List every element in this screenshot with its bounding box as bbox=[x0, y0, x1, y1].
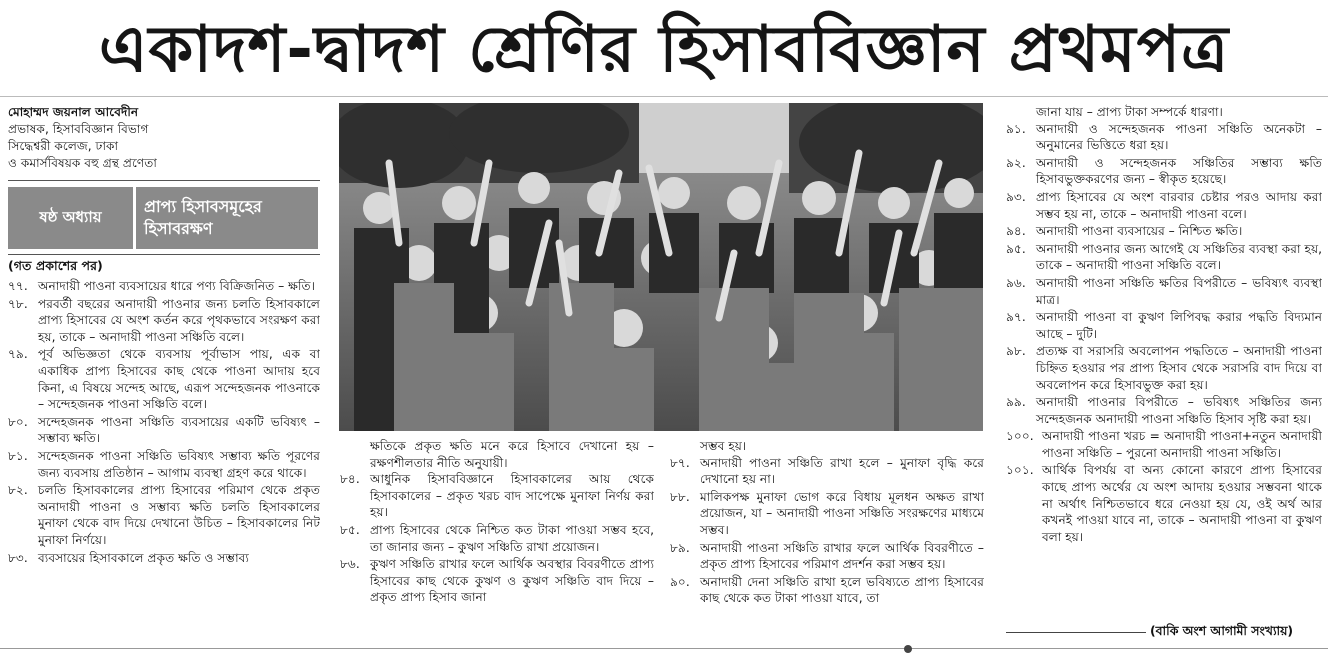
list-item: ৯৭. অনাদায়ী পাওনা বা কুঋণ লিপিবদ্ধ করার পদ্ধতি বিদ্যমান আছে – দুটি। bbox=[1006, 310, 1322, 341]
list-item: ৯৩. প্রাপ্য হিসাবের যে অংশ বারবার চেষ্টার পরও আদায় করা সম্ভব হয় না, তাকে – অনাদায়ী পাওনা বলে। bbox=[1006, 189, 1322, 221]
list-item: ৯৫. অনাদায়ী পাওনার জন্য আগেই যে সঞ্চিতির ব্যবস্থা করা হয়, তাকে – অনাদায়ী পাওনা সঞ্চিতি বলে। bbox=[1006, 241, 1322, 273]
list-item: ৯২. অনাদায়ী ও সন্দেহজনক সঞ্চিতির সম্ভাব্য ক্ষতি হিসাবভুক্তকরণের জন্য – স্বীকৃত হয়েছে। bbox=[1006, 155, 1322, 187]
continued-text: সম্ভব হয়। bbox=[700, 439, 747, 453]
list-item: ৮৮. মালিকপক্ষ মুনাফা ভোগ করে বিধায় মূলধন অক্ষত রাখা প্রয়োজন, যা – অনাদায়ী পাওনা সঞ্চিতি সংরক্ষণের মাধ্যমে সম্ভব। bbox=[670, 489, 984, 537]
headline-rule bbox=[0, 96, 1328, 97]
author-designation: প্রভাষক, হিসাববিজ্ঞান বিভাগ bbox=[8, 122, 149, 136]
list-item: ৯৯. অনাদায়ী পাওনার বিপরীতে – ভবিষ্যৎ সঞ্চিতির জন্য সন্দেহজনক অনাদায়ী পাওনা সঞ্চিতি হিসাব সৃষ্টি করা হয়। bbox=[1006, 395, 1322, 426]
bottom-dot bbox=[904, 645, 912, 653]
column-1 bbox=[8, 278, 320, 646]
news-photo bbox=[339, 103, 983, 431]
continued-rule bbox=[1006, 632, 1146, 633]
bottom-rule bbox=[0, 648, 1328, 649]
list-item: ৯৬. অনাদায়ী পাওনা সঞ্চিতি ক্ষতির বিপরীতে – ভবিষ্যৎ ব্যবস্থা মাত্র। bbox=[1006, 275, 1322, 307]
list-item: ৮৬. কুঋণ সঞ্চিতি রাখার ফলে আর্থিক অবস্থার বিবরণীতে প্রাপ্য হিসাবের কাছ থেকে কুঋণ ও কুঋণ সঞ্চিতি বাদ দিয়ে – প্রকৃত প্রাপ্য হিসাব জানা bbox=[340, 557, 654, 605]
author-name: মোহাম্মদ জয়নাল আবেদীন bbox=[8, 105, 139, 119]
continued-text: ক্ষতিকে প্রকৃত ক্ষতি মনে করে হিসাবে দেখানো হয় – রক্ষণশীলতার নীতি অনুযায়ী। bbox=[370, 439, 654, 470]
column-2 bbox=[340, 438, 654, 646]
list-item: ৯১. অনাদায়ী ও সন্দেহজনক পাওনা সঞ্চিতি অনেকটা – অনুমানের ভিত্তিতে ধরা হয়। bbox=[1006, 121, 1322, 153]
list-item: ৮৫. প্রাপ্য হিসাবের থেকে নিশ্চিত কত টাকা পাওয়া সম্ভব হবে, তা জানার জন্য – কুঋণ সঞ্চিতি রাখা প্রয়োজন। bbox=[340, 522, 654, 554]
list-item: ৮৩. ব্যবসায়ের হিসাবকালে প্রকৃত ক্ষতি ও সম্ভাব্য bbox=[8, 550, 249, 565]
list-item: ১০১. আর্থিক বিপর্যয় বা অন্য কোনো কারণে প্রাপ্য হিসাবের কাছে প্রাপ্য অর্থের যে অংশ আদায় হওয়ার সম্ভবনা থাকে না অর্থাৎ নিশ্চিতভাবে ধরে নেওয়া হয় যে, ওই অর্থ আর কখনই পাওয়া যাবে না, তাকে – অনাদায়ী পাওনা বা কুঋণ বলা হয়। bbox=[1006, 463, 1322, 544]
chapter-box bbox=[8, 187, 318, 249]
list-item: ৯০. অনাদায়ী দেনা সঞ্চিতি রাখা হলে ভবিষ্যতে প্রাপ্য হিসাবের কাছ থেকে কত টাকা পাওয়া যাবে, তা bbox=[670, 574, 984, 606]
list-item: ৮১. সন্দেহজনক পাওনা সঞ্চিতি ভবিষ্যৎ সম্ভাব্য ক্ষতি পূরণের জন্য ব্যবসায় প্রতিষ্ঠান – আগাম ব্যবস্থা গ্রহণ করে থাকে। bbox=[8, 448, 320, 480]
byline-rule bbox=[8, 180, 320, 181]
list-item: ৯৮. প্রত্যক্ষ বা সরাসরি অবলোপন পদ্ধতিতে – অনাদায়ী পাওনা চিহ্নিত হওয়ার পর প্রাপ্য হিসাব থেকে সরাসরি বাদ দিয়ে বা অবলোপন করে হিসাবভুক্ত করা হয়। bbox=[1006, 344, 1322, 392]
chapter-title-line1: প্রাপ্য হিসাবসমূহের bbox=[144, 197, 262, 216]
chapter-title-line2: হিসাবরক্ষণ bbox=[144, 219, 213, 238]
previous-issue-note: (গত প্রকাশের পর) bbox=[8, 258, 103, 273]
list-item: ৮৯. অনাদায়ী পাওনা সঞ্চিতি রাখার ফলে আর্থিক বিবরণীতে – প্রকৃত প্রাপ্য হিসাবের পরিমাণ প্রদর্শন করা সম্ভব হয়। bbox=[670, 540, 984, 572]
continued-text: জানা যায় – প্রাপ্য টাকা সম্পর্কে ধারণা। bbox=[1036, 105, 1223, 119]
chapter-number: ষষ্ঠ অধ্যায় bbox=[8, 187, 136, 249]
list-item: ৮২. চলতি হিসাবকালের প্রাপ্য হিসাবের পরিমাণ থেকে প্রকৃত অনাদায়ী পাওনা ও সম্ভাব্য ক্ষতি চলতি হিসাবকালের মুনাফা থেকে বাদ দিয়ে দেখানো উচিত – হিসাবকালের নিট মুনাফা নির্ণয়ে। bbox=[8, 483, 320, 547]
column-3 bbox=[670, 438, 984, 646]
byline bbox=[8, 104, 320, 172]
headline: একাদশ-দ্বাদশ শ্রেণির হিসাববিজ্ঞান প্রথমপত্র bbox=[98, 13, 1230, 87]
chapter-rule bbox=[8, 254, 320, 255]
author-institution: সিদ্ধেশ্বরী কলেজ, ঢাকা bbox=[8, 139, 119, 153]
list-item: ৭৭. অনাদায়ী পাওনা ব্যবসায়ের ধারে পণ্য বিক্রিজনিত – ক্ষতি। bbox=[8, 279, 315, 293]
author-note: ও কমার্সবিষয়ক বহু গ্রন্থ প্রণেতা bbox=[8, 156, 157, 170]
list-item: ৮০. সন্দেহজনক পাওনা সঞ্চিতি ব্যবসায়ের একটি ভবিষ্যৎ – সম্ভাব্য ক্ষতি। bbox=[8, 414, 320, 446]
column-4 bbox=[1006, 104, 1322, 620]
list-item: ৮৪. আধুনিক হিসাববিজ্ঞানে হিসাবকালের আয় থেকে হিসাবকালের – প্রকৃত খরচ বাদ সাপেক্ষে মুনাফা নির্ণয় করা হয়। bbox=[340, 472, 654, 520]
list-item: ১০০. অনাদায়ী পাওনা খরচ = অনাদায়ী পাওনা+নতুন অনাদায়ী পাওনা সঞ্চিতি – পুরনো অনাদায়ী পাওনা সঞ্চিতি। bbox=[1006, 429, 1322, 460]
continued-note: (বাকি অংশ আগামী সংখ্যায়) bbox=[1150, 623, 1294, 638]
list-item: ৯৪. অনাদায়ী পাওনা ব্যবসায়ের – নিশ্চিত ক্ষতি। bbox=[1006, 224, 1243, 239]
list-item: ৭৯. পূর্ব অভিজ্ঞতা থেকে ব্যবসায় পূর্বাভাস পায়, এক বা একাধিক প্রাপ্য হিসাবের কাছ থেকে পাওনা আদায় হবে কিনা, এ বিষয়ে সন্দেহ আছে, এরূপ সন্দেহজনক পাওনাকে – সন্দেহজনক পাওনা সঞ্চিতি বলে। bbox=[8, 347, 320, 412]
photo-crowd-image bbox=[339, 103, 983, 431]
list-item: ৭৮. পরবর্তী বছরের অনাদায়ী পাওনার জন্য চলতি হিসাবকালে প্রাপ্য হিসাবের যে অংশ কর্তন করে পৃথকভাবে সংরক্ষণ করা হয়, তাকে – অনাদায়ী পাওনা সঞ্চিতি বলে। bbox=[8, 296, 320, 344]
list-item: ৮৭. অনাদায়ী পাওনা সঞ্চিতি রাখা হলে – মুনাফা বৃদ্ধি করে দেখানো হয় না। bbox=[670, 455, 984, 487]
chapter-title bbox=[136, 187, 318, 249]
